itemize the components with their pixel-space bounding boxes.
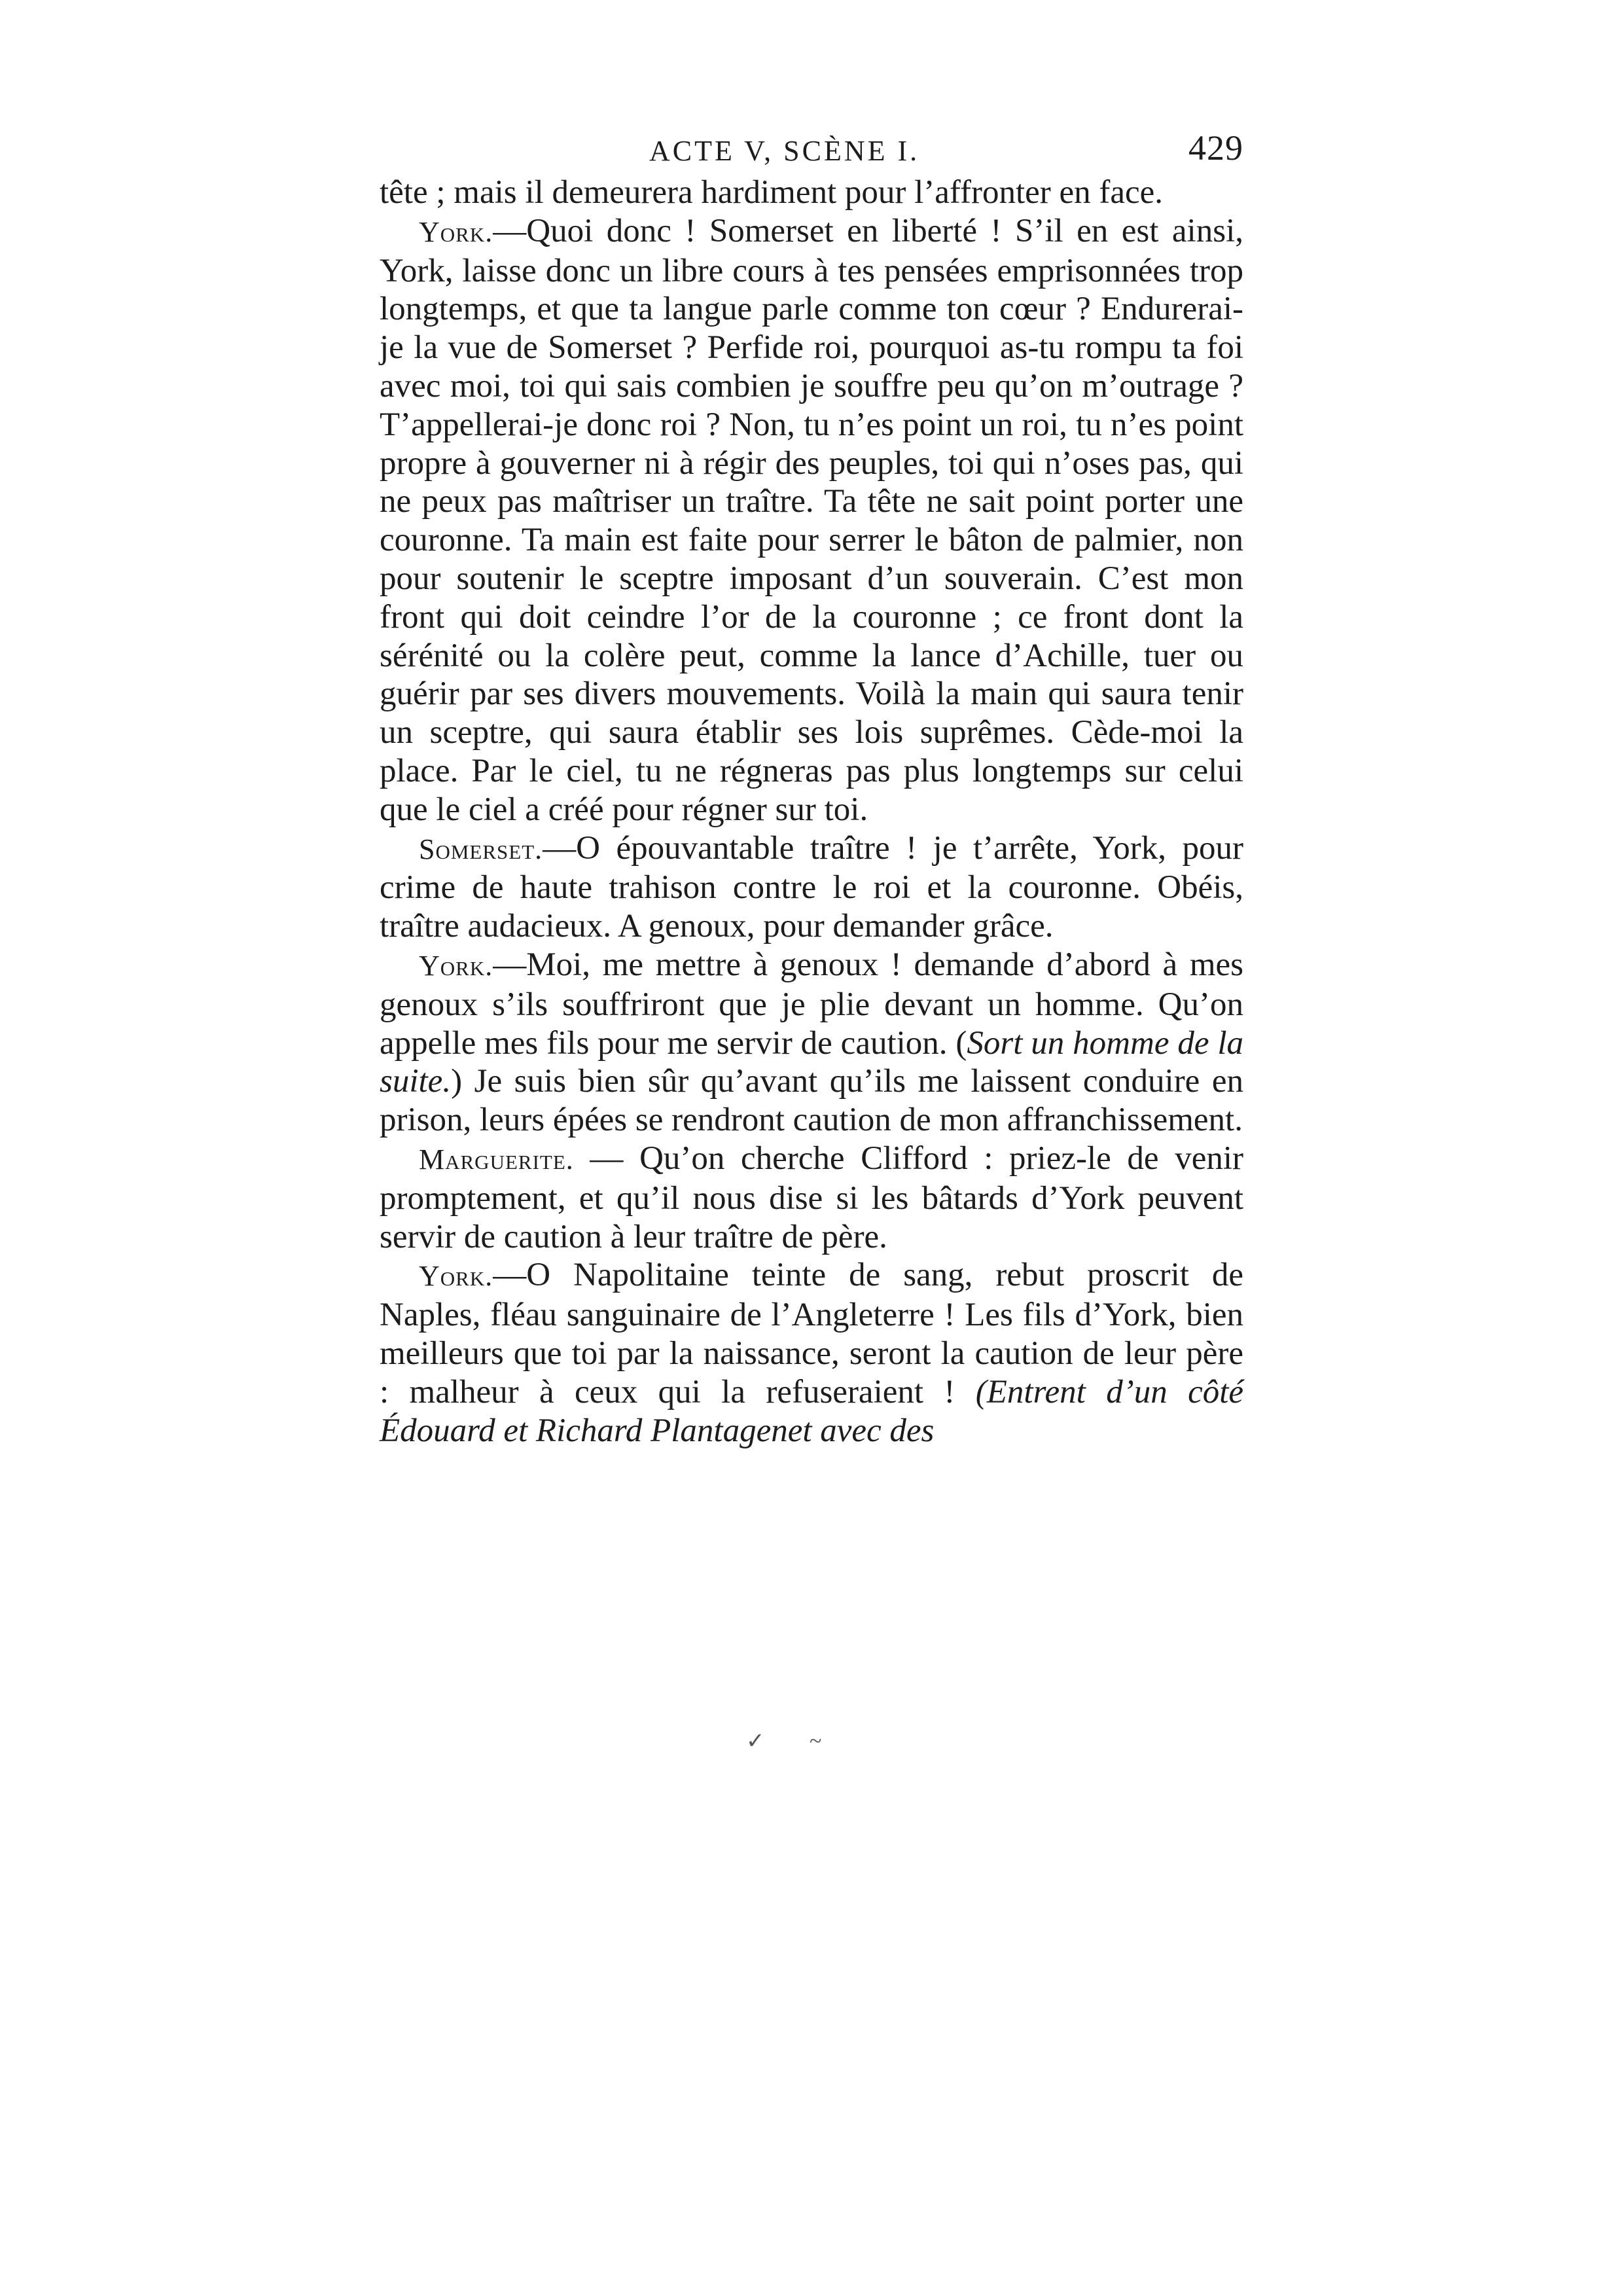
speech-york-1 [380, 212, 1243, 829]
speaker-name: York. [419, 215, 493, 248]
speaker-name: York. [419, 949, 493, 982]
speaker-name: Marguerite. [419, 1143, 574, 1175]
speaker-name: York. [419, 1260, 493, 1293]
speech-york-2 [380, 946, 1243, 1139]
speech-somerset [380, 829, 1243, 946]
speaker-name: Somerset. [419, 833, 543, 865]
speech-text: —O épouvantable traître ! je t’arrête, York, pour crime de haute trahison contre le roi et la couronne. Obéis, traître audacieux. A genoux, pour demander grâce. [380, 829, 1243, 945]
speech-text: —Moi, me mettre à genoux ! demande d’abord à mes genoux s’ils souffriront que je plie devant un homme. Qu’on appelle mes fils pour me servir de caution. ( [380, 946, 1243, 1062]
page-text [380, 121, 1243, 1450]
speech-text: —Quoi donc ! Somerset en liberté ! S’il en est ainsi, York, laisse donc un libre cours à tes pensées emprisonnées trop longtemps, et que ta langue parle comme ton cœur ? Endurerai-je la vue de Somerset ? Perfide roi, pourquoi as-tu rompu ta foi avec moi, toi qui sais combien je souffre peu qu’on m’outrage ? T’appellerai-je donc roi ? Non, tu n’es point un roi, tu n’es point propre à gouverner ni à régir des peuples, toi qui n’oses pas, qui ne peux pas maîtriser un traître. Ta tête ne sait point porter une couronne. Ta main est faite pour serrer le bâton de palmier, non pour soutenir le sceptre imposant d’un souverain. C’est mon front qui doit ceindre l’or de la couronne ; ce front dont la sérénité ou la colère peut, comme la lance d’Achille, tuer ou guérir par ses divers mouvements. Voilà la main qui saura tenir un sceptre, qui saura établir ses lois suprêmes. Cède-moi la place. Par le ciel, tu ne régneras pas plus longtemps sur celui que le ciel a créé pour régner sur toi. [380, 212, 1243, 828]
footer-mark: ✓ ~ [746, 1729, 842, 1753]
paragraph-continued [380, 173, 1243, 212]
stage-direction: (Entrent d’un côté Édouard et Richard Plantagenet avec des [380, 1373, 1244, 1449]
speech-marguerite [380, 1139, 1243, 1256]
running-title: ACTE V, SCÈNE I. [649, 135, 920, 167]
stage-direction: Sort un homme de la suite. [380, 1024, 1243, 1100]
speech-text: —O Napolitaine teinte de sang, rebut proscrit de Naples, fléau sanguinaire de l’Angleterre ! Les fils d’York, bien meilleurs que toi par la naissance, seront la caution de leur père : malheur à ceux qui la refuseraient ! [380, 1257, 1243, 1410]
speech-york-3 [380, 1256, 1243, 1450]
paragraph-text: tête ; mais il demeurera hardiment pour l’affronter en face. [380, 174, 1164, 211]
running-head [380, 121, 1243, 173]
page-number: 429 [1188, 128, 1243, 168]
body-text [380, 173, 1243, 1450]
speech-text-continued: ) Je suis bien sûr qu’avant qu’ils me laissent conduire en prison, leurs épées se rendront caution de mon affranchissement. [380, 1063, 1243, 1139]
speech-text: — Qu’on cherche Clifford : priez-le de venir promptement, et qu’il nous dise si les bâtards d’York peuvent servir de caution à leur traître de père. [380, 1139, 1243, 1255]
